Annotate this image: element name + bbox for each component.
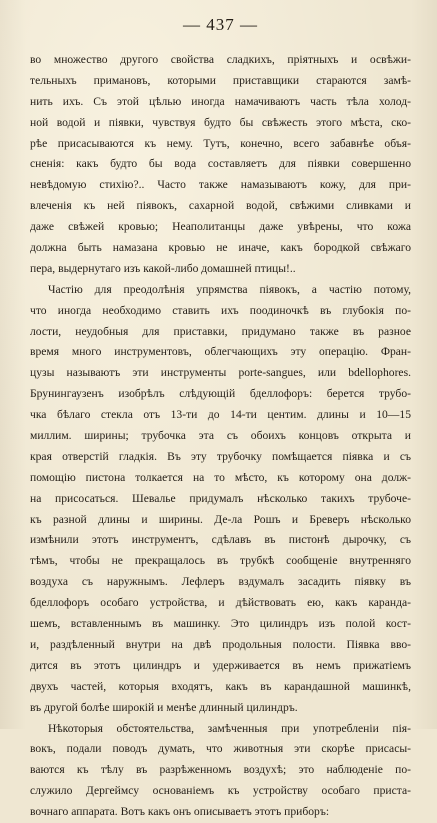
text-line: помощію пистона толкается на то мѣсто, къ которому она долж-: [30, 470, 411, 484]
text-line: рѣе присасываются къ нему. Тутъ, конечно, всего забавнѣе объя-: [30, 136, 411, 150]
page-number: — 437 —: [183, 15, 258, 34]
text-line: невѣдомую стихію?.. Часто также намазываютъ кожу, для при-: [30, 178, 411, 192]
text-line: ной водой и піявки, чувствуя будто бы свѣжесть этого мѣста, ско-: [30, 115, 411, 129]
text-line: чка бѣлаго стекла отъ 13-ти до 14-ти центим. длины и 10—15: [30, 408, 411, 422]
text-line: вокъ, подали поводъ думать, что животныя эти скорѣе присасы-: [30, 742, 411, 756]
paragraph: [30, 719, 411, 823]
text-line: пера, выдернутаго изъ какой-либо домашней птицы!..: [30, 261, 296, 275]
text-line: влеченія къ ней піявокъ, сахарной водой, свѣжими сливками и: [30, 199, 411, 213]
paragraph: [30, 50, 411, 280]
body-text: [30, 50, 411, 823]
text-line: служило Дергеймсу основаніемъ къ устройству особаго приста-: [30, 784, 411, 798]
text-line: нить ихъ. Съ этой цѣлью иногда намачиваютъ часть тѣла холод-: [30, 94, 411, 108]
text-line: ваются къ тѣлу въ разрѣженномъ воздухѣ; это наблюденіе по-: [30, 763, 411, 777]
text-line: Частію для преодолѣнія упрямства піявокъ, а частію потому,: [48, 282, 411, 296]
text-line: воздуха съ наружнымъ. Лефлеръ вздумалъ засадить піявку въ: [30, 575, 411, 589]
text-line: на присосаться. Шевалье придумалъ нѣсколько такихъ трубоче-: [30, 491, 411, 505]
text-line: Брунингаузенъ изобрѣлъ слѣдующій бделлофоръ: берется трубо-: [30, 387, 411, 401]
text-line: во множество другого свойства сладкихъ, пріятныхъ и освѣжи-: [30, 53, 411, 66]
text-line: время много инструментовъ, облегчающихъ эту операцію. Фран-: [30, 345, 411, 359]
text-line: должна быть намазана кровью не иначе, какъ бородкой свѣжаго: [30, 241, 411, 255]
text-line: тельныхъ примановъ, которыми приставщики стараются замѣ-: [30, 73, 411, 87]
text-line: цузы называютъ эти инструменты porte-sangues, или bdellophores.: [30, 366, 411, 380]
text-line: что иногда необходимо ставить ихъ поодиночкѣ въ глубокія по-: [30, 303, 411, 317]
text-line: даже свѣжей кровью; Неаполитанцы даже увѣрены, что кожа: [30, 220, 411, 234]
text-line: шемъ, вставленнымъ въ машинку. Это цилиндръ изъ полой кост-: [30, 617, 411, 631]
text-line: вочнаго аппарата. Вотъ какъ онъ описываетъ этотъ приборъ:: [30, 805, 330, 819]
text-line: края отверстій гладкія. Въ эту трубочку помѣщается піявка и съ: [30, 449, 411, 463]
text-line: сненія: какъ будто бы вода составляетъ для піявки совершенно: [30, 157, 411, 171]
text-line: измѣнили этотъ инструментъ, сдѣлавъ въ пистонѣ дырочку, съ: [30, 533, 411, 547]
text-line: дится въ этотъ цилиндръ и удерживается въ немъ прижатіемъ: [30, 658, 411, 672]
text-line: миллим. ширины; трубочка эта съ обоихъ концовъ открыта и: [30, 429, 411, 443]
text-line: и, раздѣленный внутри на двѣ продольныя полости. Піявка вво-: [30, 637, 411, 651]
text-line: къ разной длины и ширины. Де-ла Рошъ и Бреверъ нѣсколько: [30, 512, 411, 526]
text-line: двухъ частей, которыя входятъ, какъ въ карандашной машинкѣ,: [30, 679, 411, 693]
text-line: въ другой болѣе широкій и менѣе длинный цилиндръ.: [30, 700, 298, 714]
paragraph: [30, 280, 411, 719]
text-line: Нѣкоторыя обстоятельства, замѣченныя при употребленіи пія-: [48, 721, 411, 735]
text-line: лости, неудобныя для приставки, придумано также въ разное: [30, 324, 411, 338]
text-line: тѣмъ, чтобы не прекращалось въ трубкѣ сообщеніе внутренняго: [30, 554, 411, 568]
text-line: бделлофоръ особаго устройства, и дѣйствовать ею, какъ каранда-: [30, 596, 411, 610]
